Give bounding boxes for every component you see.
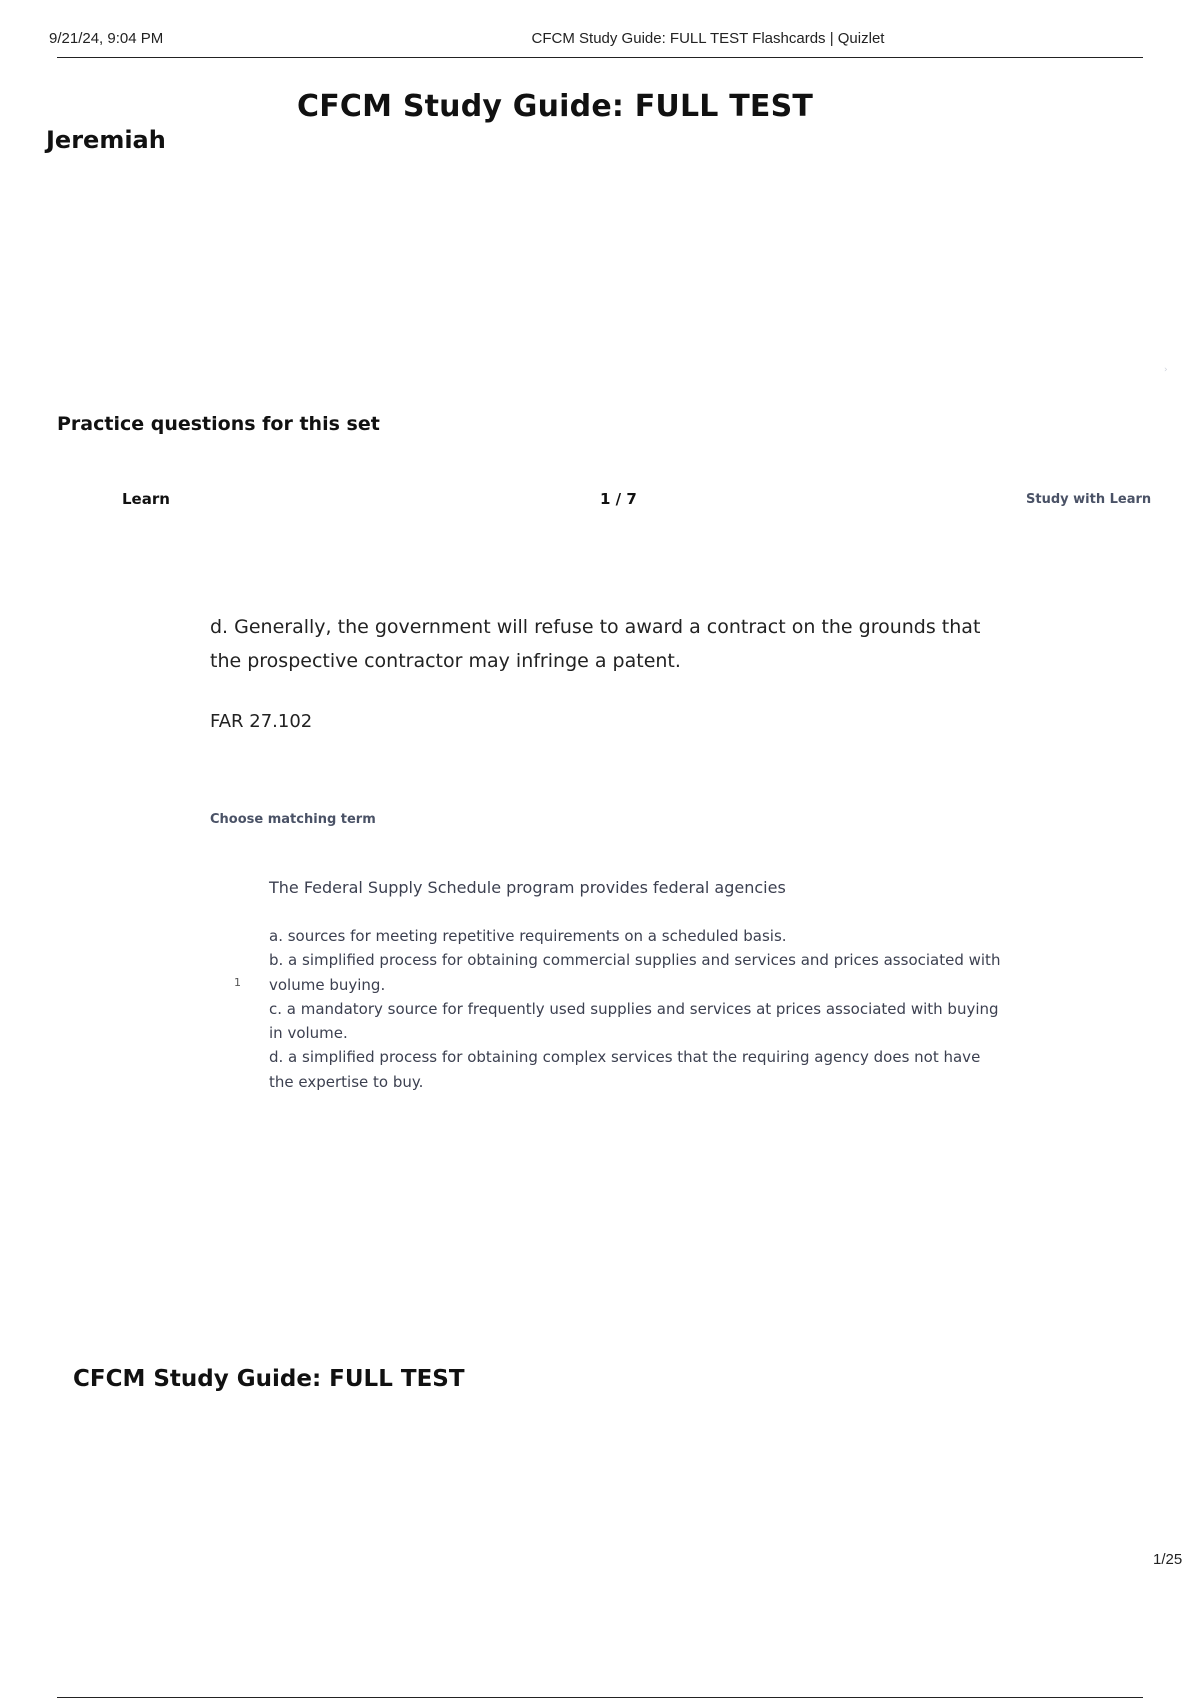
flashcard-reference: FAR 27.102: [210, 711, 313, 732]
footer-set-title: CFCM Study Guide: FULL TEST: [73, 1366, 465, 1392]
question-number: 1: [234, 976, 241, 989]
footer-divider: [57, 1697, 1143, 1698]
set-author: Jeremiah: [46, 126, 166, 154]
flashcard-answer: d. Generally, the government will refuse to award a contract on the grounds that the prospective contractor may infringe a patent.: [210, 616, 981, 672]
answer-option-b[interactable]: b. a simplified process for obtaining commercial supplies and services and prices associated with volume buying.: [269, 951, 1001, 994]
choose-matching-term-label: Choose matching term: [210, 812, 376, 827]
answer-options: [269, 924, 1004, 1094]
print-header: [0, 0, 1200, 60]
chevron-right-icon: ›: [1164, 365, 1168, 375]
answer-option-a[interactable]: a. sources for meeting repetitive requirements on a scheduled basis.: [269, 927, 787, 945]
question-progress: 1 / 7: [600, 490, 637, 508]
header-divider: [57, 57, 1143, 58]
set-title: CFCM Study Guide: FULL TEST: [297, 89, 814, 124]
answer-option-c[interactable]: c. a mandatory source for frequently used supplies and services at prices associated with buying in volume.: [269, 999, 999, 1043]
question-prompt: The Federal Supply Schedule program provides federal agencies: [269, 878, 786, 897]
question-card: [234, 876, 1004, 1094]
learn-mode-label: Learn: [122, 490, 170, 508]
practice-questions-heading: Practice questions for this set: [57, 413, 380, 435]
answer-option-d[interactable]: d. a simplified process for obtaining complex services that the requiring agency does not have the expertise to buy.: [269, 1048, 981, 1091]
print-document-title: CFCM Study Guide: FULL TEST Flashcards | Quizlet: [531, 30, 885, 47]
print-datetime: 9/21/24, 9:04 PM: [49, 30, 164, 47]
study-with-learn-link[interactable]: Study with Learn: [1026, 492, 1152, 507]
page-number: 1/25: [1153, 1551, 1183, 1568]
